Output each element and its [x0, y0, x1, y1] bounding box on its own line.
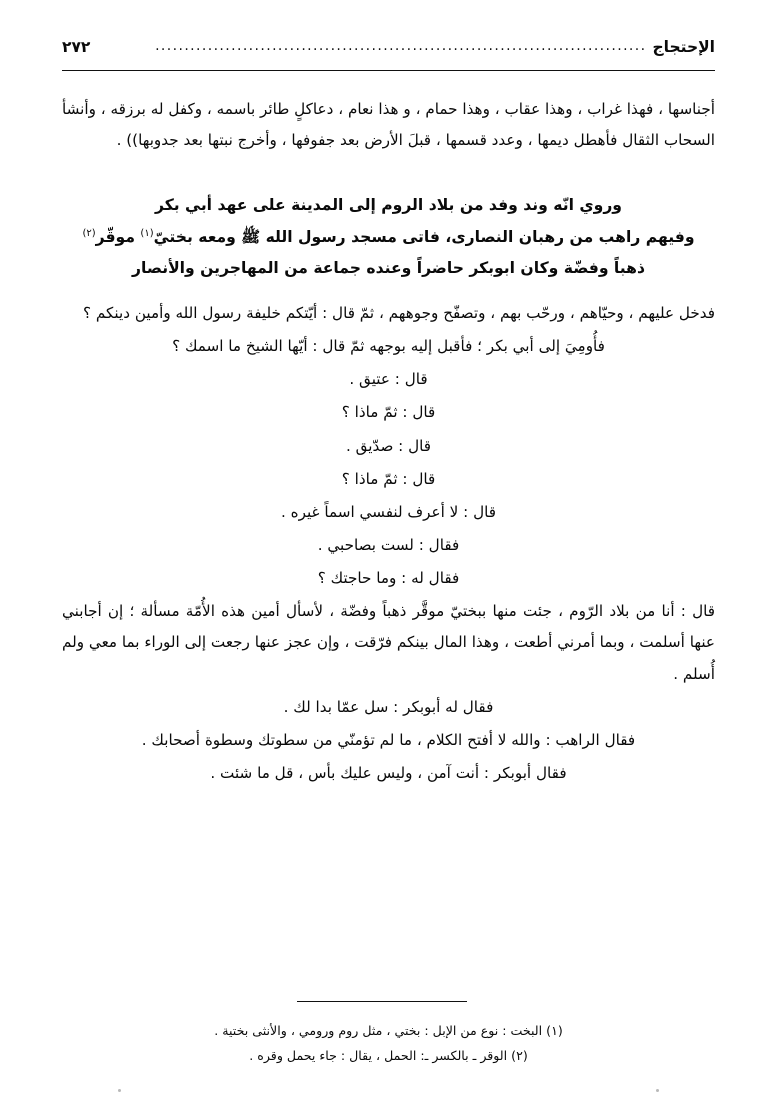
- dialog-line-2: فأُومِيَ إلى أبي بكر ؛ فأقبل إليه بوجهه ثمّ قال : أيّها الشيخ ما اسمك ؟: [172, 337, 605, 356]
- footnote-divider: [297, 1001, 467, 1002]
- page-content: [62, 88, 715, 791]
- heading-line-2: [62, 222, 715, 253]
- dialog-line-4: قال : ثمّ ماذا ؟: [341, 403, 436, 422]
- dialog-line-5: قال : صدّيق .: [345, 436, 432, 455]
- footnote-2: (٢) الوقر ـ بالكسر ـ: الحمل ، يقال : جاء يحمل وقره .: [249, 1047, 528, 1063]
- heading-line-1: وروي انّه وند وفد من بلاد الروم إلى المدينة على عهد أبي بكر: [155, 196, 622, 215]
- footnote-1: (١) البخت : نوع من الإبل : بختي ، مثل روم ورومي ، والأنثى بختية .: [214, 1022, 563, 1038]
- heading-line-3: ذهباً وفضّة وكان ابوبكر حاضراً وعنده جماعة من المهاجرين والأنصار: [132, 258, 645, 277]
- dialog-line-7: قال : لا أعرف لنفسي اسماً غيره .: [280, 502, 497, 521]
- dialog-line-8: فقال : لست بصاحبي .: [317, 535, 460, 554]
- section-heading: [62, 190, 715, 284]
- dialog-line-12: فقال الراهب : والله لا أفتح الكلام ، ما لم تؤمنّي من سطوتك وسطوة أصحابك .: [141, 730, 636, 749]
- page-number: ٢٧٢: [62, 38, 91, 56]
- dialog-line-13: فقال أبوبكر : أنت آمن ، وليس عليك بأس ، قل ما شئت .: [210, 764, 567, 783]
- page-edge-mark-left: [118, 1089, 121, 1092]
- dialog-line-11: فقال له أبوبكر : سل عمّا بدا لك .: [283, 697, 494, 716]
- dialog-line-3: قال : عتيق .: [349, 370, 428, 389]
- page-header: [62, 38, 715, 56]
- header-divider: [62, 70, 715, 71]
- footnotes: [62, 1018, 715, 1068]
- dialog-line-9: فقال له : وما حاجتك ؟: [317, 569, 460, 588]
- heading-footnote-ref-2: (٢): [82, 227, 96, 239]
- opening-paragraph: أجناسها ، فهذا غراب ، وهذا عقاب ، وهذا حمام ، و هذا نعام ، دعاكلٍ طائر باسمه ، وكفل له برزقه ، وأنشأ السحاب الثقال فأهطل ديمها ، وعدد قسمها ، قبلَ الأرض بعد جفوفها ، وأخرج نبتها بعد جدوبها)) .: [62, 100, 715, 150]
- book-title: الإحتجاج: [652, 38, 715, 56]
- page-edge-mark-right: [656, 1089, 659, 1092]
- heading-footnote-ref-1: (١): [140, 227, 154, 239]
- heading-line-2-tail: موقّر: [95, 227, 135, 246]
- dialog-line-10: قال : أنا من بلاد الرّوم ، جئت منها ببختيّ موقَّر ذهباً وفضّة ، لأسأل أمين هذه الأُمّة مسألة ؛ إن أجابني عنها أسلمت ، وبما أمرني أطعت ، وهذا المال بينكم فرّقت ، وإن عجز عنها رجعت إلى الوراء بما معي ولم أُسلم .: [62, 602, 715, 683]
- header-dot-leader: ....................................................................................: [155, 38, 647, 54]
- dialog-line-6: قال : ثمّ ماذا ؟: [341, 469, 436, 488]
- dialog-line-1: فدخل عليهم ، وحيّاهم ، ورحّب بهم ، وتصفّح وجوههم ، ثمّ قال : أيّتكم خليفة رسول الله وأمين دينكم ؟: [83, 303, 715, 322]
- dialog-block: [62, 298, 715, 789]
- heading-line-2-text: وفيهم راهب من رهبان النصارى، فاتى مسجد رسول الله ﷺ ومعه بختيّ: [153, 227, 695, 246]
